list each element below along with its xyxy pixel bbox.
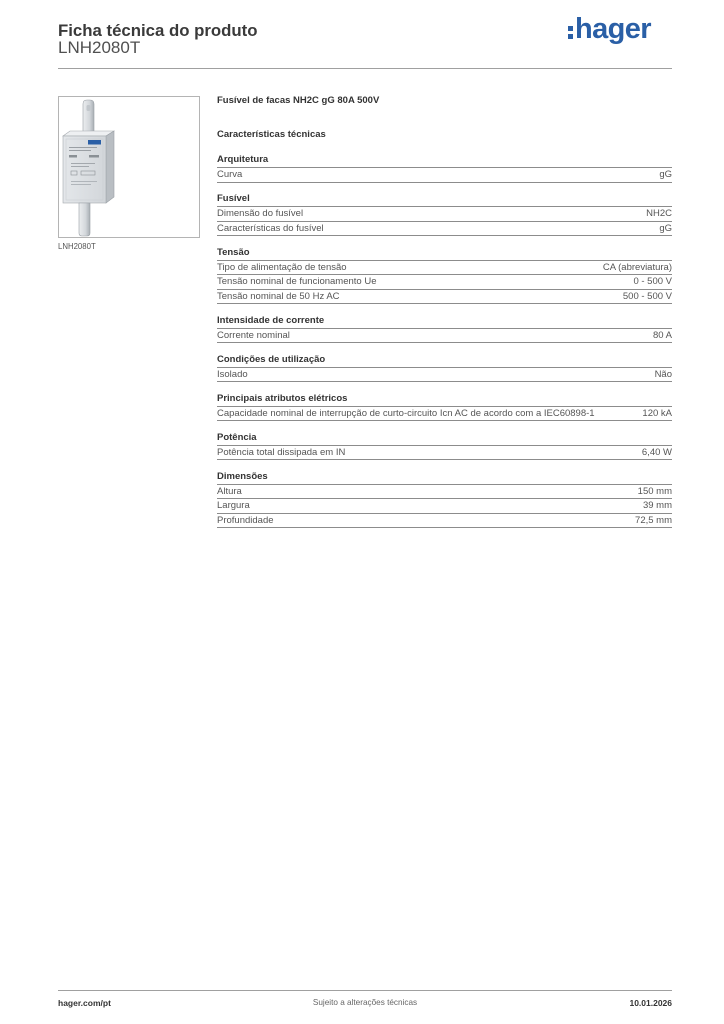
fuse-icon xyxy=(59,97,199,237)
spec-row xyxy=(217,168,672,183)
logo-text: hager xyxy=(575,13,651,45)
spec-value: 39 mm xyxy=(642,500,672,511)
spec-label: Potência total dissipada em IN xyxy=(217,446,346,458)
spec-section-condicoes xyxy=(217,343,672,382)
spec-heading: Tensão xyxy=(217,246,672,261)
spec-label: Curva xyxy=(217,169,243,180)
spec-heading: Dimensões xyxy=(217,470,672,485)
spec-row xyxy=(217,499,672,514)
logo-dot-icon xyxy=(568,34,573,39)
fuse-bottom-blade xyxy=(79,203,90,236)
spec-section-tensao xyxy=(217,236,672,304)
spec-section-atributos-eletricos xyxy=(217,382,672,421)
spec-value: 500 - 500 V xyxy=(622,290,672,302)
spec-row xyxy=(217,485,672,500)
fuse-top-blade xyxy=(83,100,94,135)
product-name: Fusível de facas NH2C gG 80A 500V xyxy=(217,95,380,106)
spec-heading: Fusível xyxy=(217,192,672,207)
spec-label: Tensão nominal de funcionamento Ue xyxy=(217,276,377,287)
spec-value: 80 A xyxy=(652,329,672,341)
spec-label: Corrente nominal xyxy=(217,329,290,341)
spec-row xyxy=(217,207,672,222)
spec-value: NH2C xyxy=(646,208,672,219)
spec-row xyxy=(217,368,672,383)
hager-logo xyxy=(566,15,658,47)
document-date: 10.01.2026 xyxy=(629,998,673,1008)
spec-section-dimensoes xyxy=(217,460,672,528)
spec-label: Características do fusível xyxy=(217,222,324,234)
spec-label: Dimensão do fusível xyxy=(217,208,304,219)
image-caption: LNH2080T xyxy=(58,242,96,251)
product-image-frame xyxy=(58,96,200,238)
logo-dot-icon xyxy=(568,26,573,31)
specifications-title: Características técnicas xyxy=(217,129,326,140)
spec-row xyxy=(217,514,672,529)
spec-label: Tensão nominal de 50 Hz AC xyxy=(217,290,340,302)
footer-note: Sujeito a alterações técnicas xyxy=(312,998,418,1007)
spec-row xyxy=(217,261,672,276)
spec-section-arquitetura xyxy=(217,144,672,183)
spec-heading: Intensidade de corrente xyxy=(217,314,672,329)
spec-value: 150 mm xyxy=(637,485,672,497)
website-link[interactable]: hager.com/pt xyxy=(58,998,111,1008)
spec-label: Capacidade nominal de interrupção de curto-circuito Icn AC de acordo com a IEC60898-1 xyxy=(217,407,595,419)
spec-row xyxy=(217,329,672,344)
spec-section-intensidade xyxy=(217,304,672,343)
spec-value: 0 - 500 V xyxy=(633,276,672,287)
spec-row xyxy=(217,446,672,461)
spec-heading: Condições de utilização xyxy=(217,353,672,368)
spec-value: gG xyxy=(659,222,672,234)
spec-heading: Arquitetura xyxy=(217,153,672,168)
spec-row xyxy=(217,407,672,422)
spec-value: 6,40 W xyxy=(641,446,672,458)
spec-label: Tipo de alimentação de tensão xyxy=(217,261,347,273)
spec-value: 72,5 mm xyxy=(635,514,672,526)
spec-heading: Potência xyxy=(217,431,672,446)
spec-row xyxy=(217,275,672,290)
footer-divider xyxy=(58,990,672,991)
spec-heading: Principais atributos elétricos xyxy=(217,392,672,407)
specifications-panel xyxy=(217,94,672,528)
page-title: Ficha técnica do produto xyxy=(58,21,258,40)
spec-value: 120 kA xyxy=(642,407,672,419)
spec-label: Largura xyxy=(217,500,250,511)
spec-label: Isolado xyxy=(217,368,248,380)
spec-label: Profundidade xyxy=(217,514,274,526)
spec-section-potencia xyxy=(217,421,672,460)
spec-value: Não xyxy=(654,368,672,380)
spec-value: CA (abreviatura) xyxy=(602,261,672,273)
spec-label: Altura xyxy=(217,485,242,497)
spec-row xyxy=(217,222,672,237)
page-footer xyxy=(58,997,672,1009)
spec-row xyxy=(217,290,672,305)
spec-value: gG xyxy=(659,169,672,180)
spec-section-fusivel xyxy=(217,183,672,237)
product-reference: LNH2080T xyxy=(58,38,141,57)
header-divider xyxy=(58,68,672,69)
